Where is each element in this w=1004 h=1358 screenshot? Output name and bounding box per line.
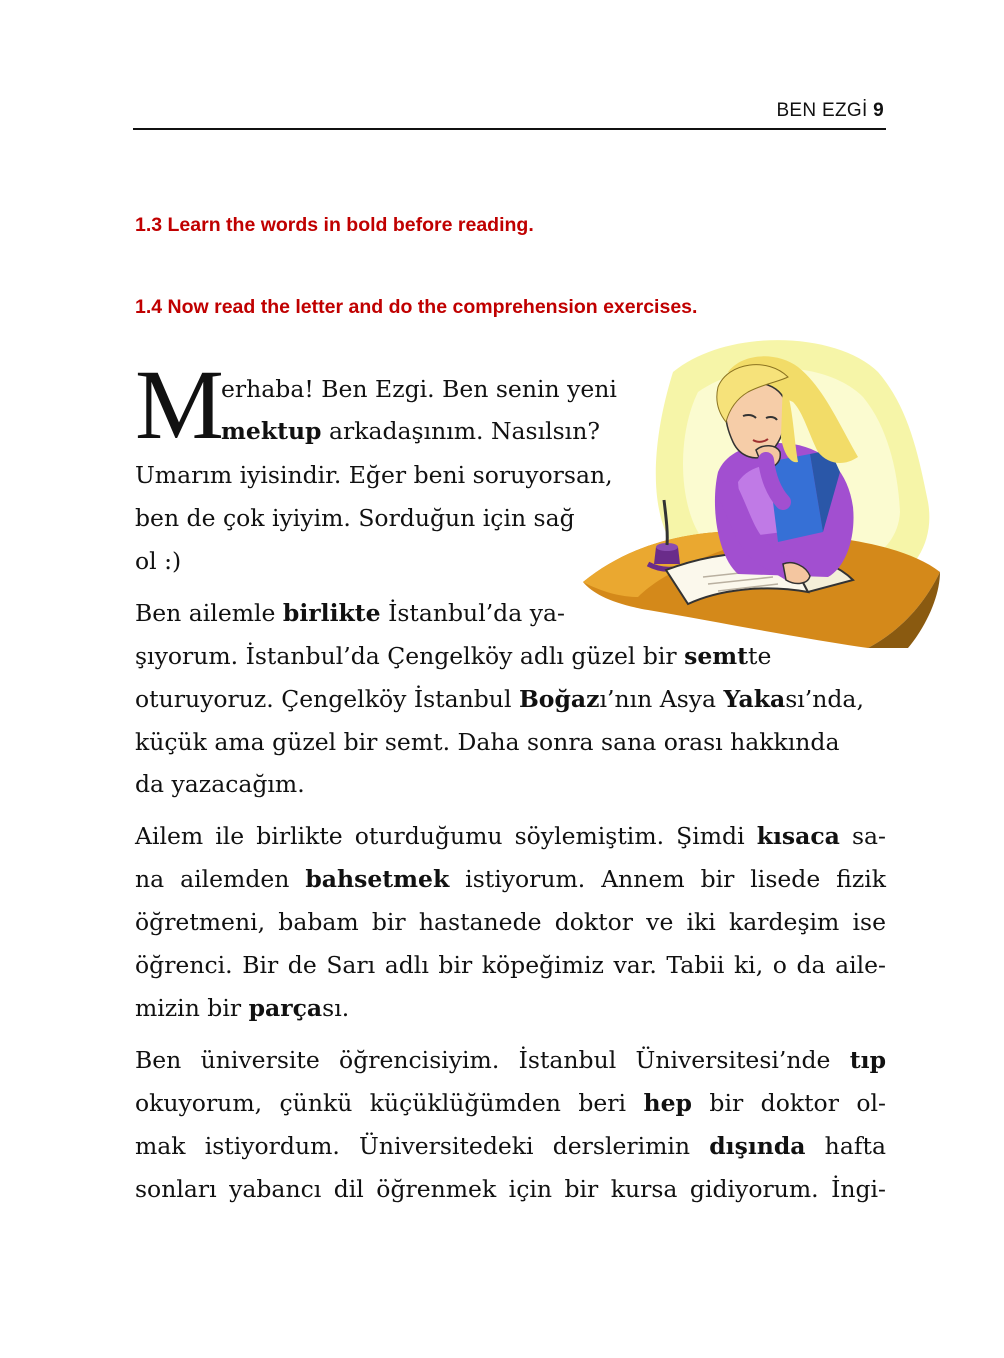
page-number: 9 [873,100,884,121]
instruction-1-3: 1.3 Learn the words in bold before reading. [135,214,534,236]
bold-word: semt [684,642,749,670]
text-line: na ailemden bahsetmek istiyorum. Annem bir lisede fizik [135,865,886,893]
text-line: ben de çok iyiyim. Sorduğun için sağ [135,504,575,532]
header-text [776,100,884,122]
bold-word: Boğaz [518,685,600,713]
text-line: Umarım iyisindir. Eğer beni soruyorsan, [135,461,613,489]
bold-word: bahsetmek [305,865,450,893]
bold-word: birlikte [282,599,381,627]
text-line: oturuyoruz. Çengelköy İstanbul Boğazı’nın Asya Yakası’nda, [135,685,864,713]
drop-cap: M [135,349,224,460]
instruction-1-4: 1.4 Now read the letter and do the comprehension exercises. [135,296,698,318]
text-line: mektup arkadaşınım. Nasılsın? [221,417,600,445]
text-line: öğrenci. Bir de Sarı adlı bir köpeğimiz var. Tabii ki, o da aile- [135,951,886,979]
text-line: da yazacağım. [135,770,305,798]
text-line: ol :) [135,547,182,575]
text-line: Ben ailemle birlikte İstanbul’da ya- [135,599,565,627]
header-title: BEN EZGİ [776,100,868,121]
text-line: mak istiyordum. Üniversitedeki derslerimin dışında hafta [135,1132,886,1160]
text-line: Ailem ile birlikte oturduğumu söylemiştim. Şimdi kısaca sa- [135,822,886,850]
text-line: erhaba! Ben Ezgi. Ben senin yeni [221,375,617,403]
text-line: şıyorum. İstanbul’da Çengelköy adlı güzel bir semtte [135,642,772,670]
bold-word: tıp [849,1046,886,1074]
text-line: öğretmeni, babam bir hastanede doktor ve iki kardeşim ise [135,908,886,936]
bold-word: dışında [709,1132,806,1160]
bold-word: hep [643,1089,692,1117]
text-line: sonları yabancı dil öğrenmek için bir kursa gidiyorum. İngi- [135,1175,886,1203]
text-line: küçük ama güzel bir semt. Daha sonra sana orası hakkında [135,728,840,756]
bold-word: kısaca [756,822,840,850]
text-line: Ben üniversite öğrencisiyim. İstanbul Üniversitesi’nde tıp [135,1046,886,1074]
text-line: okuyorum, çünkü küçüklüğümden beri hep bir doktor ol- [135,1089,886,1117]
bold-word: Yaka [723,685,786,713]
page-header [133,98,886,130]
girl-writing-illustration [578,332,943,650]
bold-word: mektup [221,417,322,445]
text-line: mizin bir parçası. [135,994,350,1022]
bold-word: parça [248,994,323,1022]
